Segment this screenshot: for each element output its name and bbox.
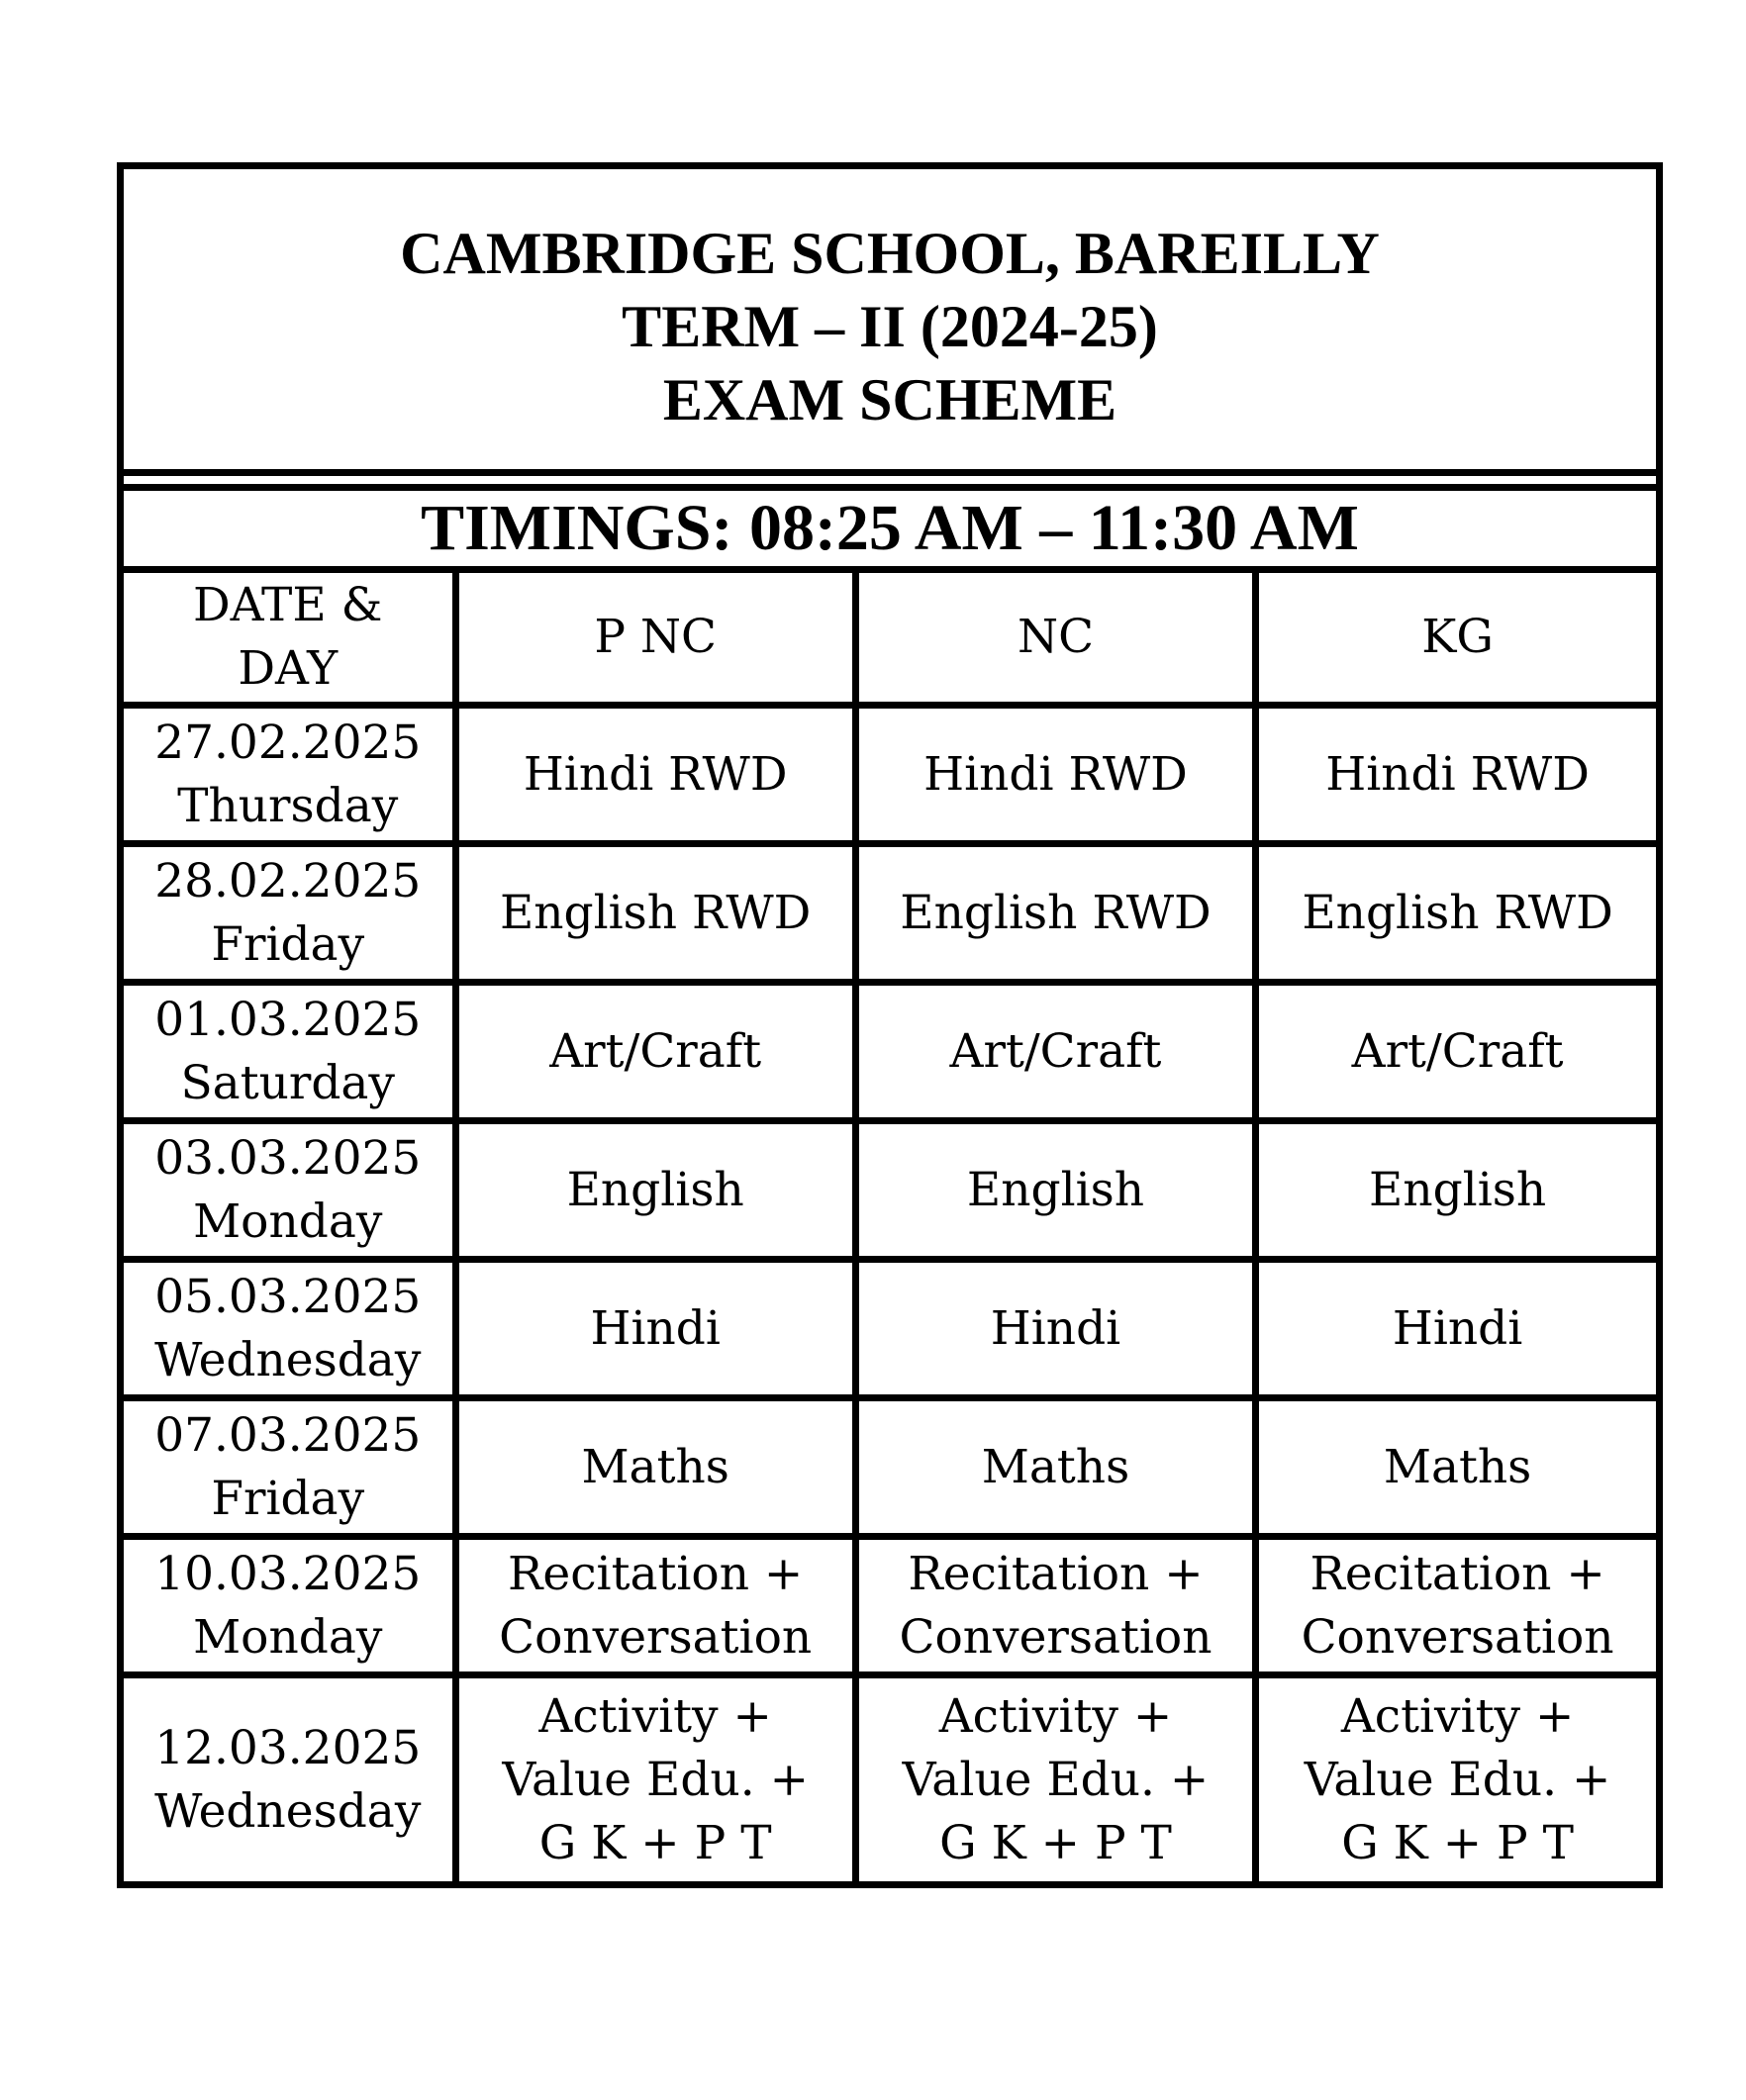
subject-text: English	[566, 1162, 744, 1217]
subject-text: G K + P T	[939, 1815, 1172, 1870]
subject-text: Hindi RWD	[523, 746, 788, 802]
subject-cell-nc	[855, 706, 1255, 844]
exam-scheme-sheet	[117, 162, 1663, 1888]
subject-cell-pnc	[455, 1675, 855, 1882]
exam-day: Wednesday	[154, 1783, 422, 1839]
exam-day: Thursday	[177, 778, 399, 833]
table-body	[124, 706, 1656, 1882]
subject-text: Value Edu. +	[502, 1752, 809, 1807]
term-label: TERM – II (2024-25)	[622, 293, 1158, 359]
timings-banner: TIMINGS: 08:25 AM – 11:30 AM	[124, 484, 1656, 573]
subject-cell-pnc	[455, 1121, 855, 1260]
subject-cell-kg	[1256, 1398, 1656, 1537]
exam-date: 12.03.2025	[154, 1720, 422, 1775]
subject-text: Maths	[581, 1439, 729, 1494]
exam-day: Wednesday	[154, 1332, 422, 1387]
subject-cell-kg	[1256, 706, 1656, 844]
subject-text: Recitation +	[908, 1546, 1204, 1601]
date-day-cell	[124, 1537, 455, 1675]
table-row	[124, 1398, 1656, 1537]
subject-cell-pnc	[455, 844, 855, 983]
subject-text: Hindi	[1392, 1300, 1523, 1356]
subject-text: Value Edu. +	[1304, 1752, 1611, 1807]
exam-day: Friday	[211, 916, 365, 972]
table-row	[124, 983, 1656, 1121]
table-row	[124, 1537, 1656, 1675]
subject-cell-kg	[1256, 844, 1656, 983]
subject-cell-nc	[855, 1121, 1255, 1260]
subject-cell-nc	[855, 1398, 1255, 1537]
subject-text: G K + P T	[538, 1815, 772, 1870]
exam-day: Friday	[211, 1471, 365, 1526]
subject-text: Hindi	[990, 1300, 1121, 1356]
subject-cell-nc	[855, 1675, 1255, 1882]
exam-date: 03.03.2025	[154, 1130, 422, 1186]
subject-text: Art/Craft	[949, 1023, 1162, 1079]
subject-text: Activity +	[538, 1688, 772, 1744]
exam-date: 07.03.2025	[154, 1407, 422, 1463]
exam-date: 01.03.2025	[154, 992, 422, 1047]
header-block	[124, 169, 1656, 476]
subject-cell-pnc	[455, 1398, 855, 1537]
subject-text: Activity +	[938, 1688, 1173, 1744]
subject-cell-kg	[1256, 1675, 1656, 1882]
day-header-line: DAY	[238, 641, 339, 696]
page-title: EXAM SCHEME	[662, 366, 1117, 432]
subject-text: Conversation	[499, 1609, 813, 1665]
subject-cell-pnc	[455, 706, 855, 844]
exam-date: 10.03.2025	[154, 1546, 422, 1601]
subject-text: English RWD	[900, 885, 1212, 940]
exam-date: 28.02.2025	[154, 853, 422, 908]
column-header-nc: NC	[855, 573, 1255, 706]
date-day-cell	[124, 1121, 455, 1260]
subject-text: Activity +	[1340, 1688, 1575, 1744]
subject-text: G K + P T	[1341, 1815, 1574, 1870]
table-row	[124, 1121, 1656, 1260]
subject-text: Hindi RWD	[923, 746, 1188, 802]
exam-date: 05.03.2025	[154, 1269, 422, 1324]
table-row	[124, 1675, 1656, 1882]
exam-schedule-table	[124, 573, 1656, 1881]
table-header-row	[124, 573, 1656, 706]
table-row	[124, 1260, 1656, 1398]
subject-text: Hindi RWD	[1325, 746, 1590, 802]
exam-day: Monday	[193, 1193, 383, 1249]
subject-cell-kg	[1256, 983, 1656, 1121]
subject-text: Recitation +	[1310, 1546, 1605, 1601]
subject-text: English	[966, 1162, 1145, 1217]
subject-text: Maths	[1383, 1439, 1532, 1494]
subject-text: Hindi	[590, 1300, 721, 1356]
subject-cell-nc	[855, 844, 1255, 983]
subject-cell-nc	[855, 983, 1255, 1121]
table-row	[124, 844, 1656, 983]
subject-cell-nc	[855, 1537, 1255, 1675]
date-header-line: DATE &	[193, 578, 383, 632]
column-header-date-day	[124, 573, 455, 706]
subject-text: Recitation +	[508, 1546, 804, 1601]
date-day-cell	[124, 1675, 455, 1882]
subject-text: English RWD	[1302, 885, 1613, 940]
subject-text: Value Edu. +	[902, 1752, 1210, 1807]
subject-text: English	[1369, 1162, 1547, 1217]
column-header-kg: KG	[1256, 573, 1656, 706]
school-name: CAMBRIDGE SCHOOL, BAREILLY	[400, 220, 1380, 286]
table-row	[124, 706, 1656, 844]
date-day-cell	[124, 1260, 455, 1398]
subject-cell-pnc	[455, 983, 855, 1121]
date-day-cell	[124, 844, 455, 983]
date-day-cell	[124, 1398, 455, 1537]
subject-text: English RWD	[499, 885, 812, 940]
exam-day: Saturday	[180, 1055, 395, 1110]
exam-day: Monday	[193, 1609, 383, 1665]
subject-cell-nc	[855, 1260, 1255, 1398]
subject-text: Art/Craft	[1351, 1023, 1564, 1079]
subject-cell-kg	[1256, 1121, 1656, 1260]
date-day-cell	[124, 706, 455, 844]
subject-text: Conversation	[899, 1609, 1212, 1665]
subject-text: Art/Craft	[549, 1023, 762, 1079]
exam-date: 27.02.2025	[154, 715, 422, 770]
subject-cell-kg	[1256, 1260, 1656, 1398]
subject-text: Maths	[981, 1439, 1130, 1494]
subject-cell-kg	[1256, 1537, 1656, 1675]
subject-cell-pnc	[455, 1537, 855, 1675]
subject-cell-pnc	[455, 1260, 855, 1398]
column-header-pnc: P NC	[455, 573, 855, 706]
date-day-cell	[124, 983, 455, 1121]
subject-text: Conversation	[1301, 1609, 1614, 1665]
